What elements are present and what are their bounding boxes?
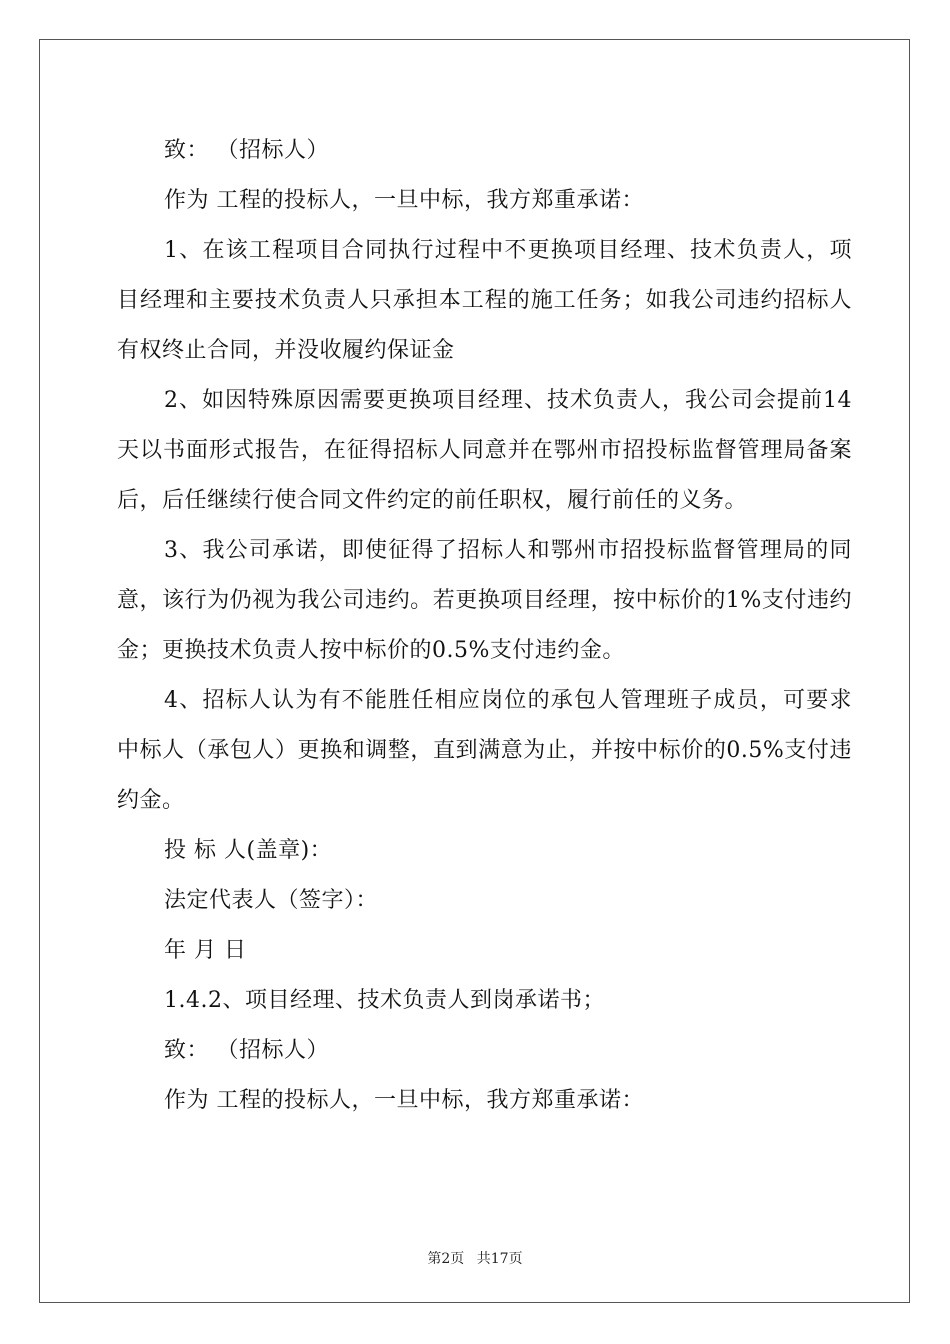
salutation: 致： （招标人） <box>164 138 329 163</box>
clause-1: 1、在该工程项目合同执行过程中不更换项目经理、技术负责人，项目经理和主要技术负责人只承担本工程的施工任务；如我公司违约招标人有权终止合同，并没收履约保证金 <box>117 238 852 363</box>
page-footer <box>0 1248 950 1268</box>
page-number: 第2页 <box>427 1251 465 1267</box>
clause-3: 3、我公司承诺，即使征得了招标人和鄂州市招投标监督管理局的同意，该行为仍视为我公司违约。若更换项目经理，按中标价的1%支付违约金；更换技术负责人按中标价的0.5%支付违约金。 <box>117 538 852 663</box>
section-heading: 1.4.2、项目经理、技术负责人到岗承诺书； <box>164 988 605 1013</box>
document-body <box>117 126 852 1126</box>
date-line: 年 月 日 <box>164 938 247 963</box>
intro-statement-2: 作为 工程的投标人，一旦中标，我方郑重承诺： <box>164 1088 644 1113</box>
intro-statement: 作为 工程的投标人，一旦中标，我方郑重承诺： <box>164 188 644 213</box>
bidder-seal-line: 投 标 人(盖章)： <box>164 838 333 863</box>
legal-rep-signature-line: 法定代表人（签字）： <box>164 888 379 913</box>
clause-2: 2、如因特殊原因需要更换项目经理、技术负责人，我公司会提前14天以书面形式报告，在征得招标人同意并在鄂州市招投标监督管理局备案后，后任继续行使合同文件约定的前任职权，履行前任的义务。 <box>117 388 852 513</box>
salutation-2: 致： （招标人） <box>164 1038 329 1063</box>
total-pages: 共17页 <box>476 1251 523 1267</box>
clause-4: 4、招标人认为有不能胜任相应岗位的承包人管理班子成员，可要求中标人（承包人）更换和调整，直到满意为止，并按中标价的0.5%支付违约金。 <box>117 688 852 813</box>
